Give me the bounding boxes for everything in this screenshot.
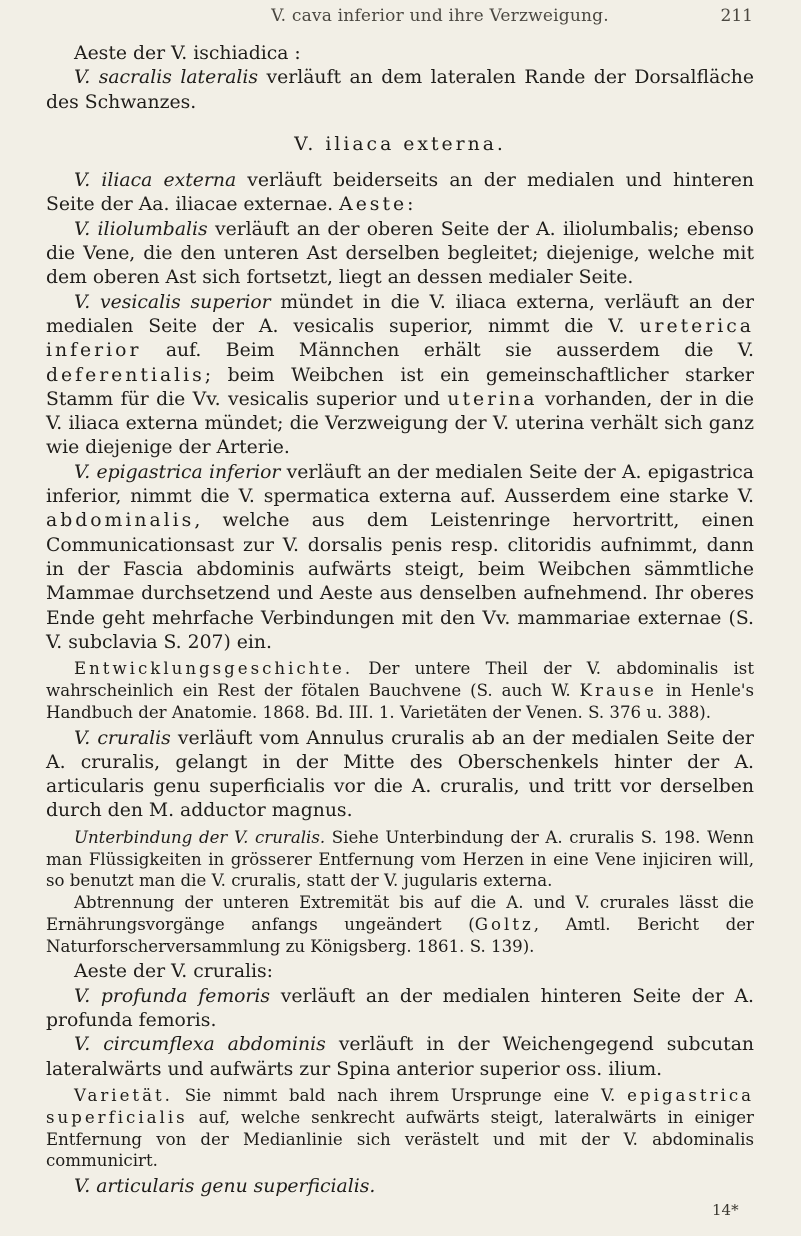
vein-name: V. profunda femoris (74, 985, 271, 1007)
paragraph-text: in Henle's Handbuch der Anatomie. 1868. Bd. III. 1. Varietäten der Venen. S. 376 u. 388). (46, 680, 754, 722)
body-text (46, 42, 754, 1199)
paragraph-text: Sie nimmt bald nach ihrem Ursprunge eine V. (172, 1085, 628, 1105)
section-heading: V. iliaca externa. (294, 133, 506, 155)
paragraph-profunda-femoris (46, 985, 754, 1034)
spaced-text: Krause (579, 680, 657, 700)
subheading-text: Aeste der V. cruralis: (74, 961, 273, 983)
paragraph-text: Siehe Unterbindung der A. cruralis S. 198. Wenn man Flüssigkeiten in grösserer Entfernung vom Herzen in eine Vene injiciren will, so benutzt man die V. cruralis, statt der V. jugularis externa. (46, 827, 754, 891)
vein-name: V. sacralis lateralis (74, 67, 259, 89)
paragraph-text: Der untere Theil der V. abdominalis ist wahrscheinlich ein Rest der fötalen Bauchvene (S. auch W. (46, 659, 754, 700)
paragraph-varietaet (46, 1085, 754, 1172)
spaced-text: Goltz (474, 914, 534, 934)
paragraph-text: , welche aus dem Leistenringe hervortritt, einen Communicationsast zur V. dorsalis penis resp. clitoridis aufnimmt, dann in der Fascia abdominis aufwärts steigt, beim Weibchen sämmtliche Mammae durchsetzend und Aeste aus denselben aufnehmend. Ihr oberes Ende geht mehrfache Verbindungen mit den Vv. mammariae externae (S. V. subclavia S. 207) ein. (46, 510, 754, 653)
paragraph-vesicalis-superior (46, 291, 754, 461)
paragraph-text: verläuft an der oberen Seite der A. iliolumbalis; ebenso die Vene, die den unteren Ast derselben begleitet; diejenige, welche mit dem oberen Ast sich fortsetzt, liegt an dessen medialer Seite. (46, 218, 754, 289)
paragraph-text: verläuft beiderseits an der medialen und hinteren Seite der Aa. iliacae externae. (46, 170, 754, 216)
paragraph-text: vorhanden, der in die V. iliaca externa mündet; die Verzweigung der V. uterina verhält sich ganz wie diejenige der Arterie. (46, 388, 754, 459)
running-title: V. cava inferior und ihre Verzweigung. (271, 6, 609, 26)
paragraph-sacralis-lateralis (46, 66, 754, 115)
subheading-text: Aeste der V. ischiadica : (74, 43, 301, 64)
paragraph-circumflexa-abdominis (46, 1033, 754, 1082)
section-heading-iliaca-externa (46, 133, 754, 157)
paragraph-iliaca-externa (46, 169, 754, 218)
paragraph-aeste-cruralis (46, 960, 754, 984)
paragraph-unterbindung (46, 827, 754, 892)
vein-name: Unterbindung der V. cruralis. (74, 827, 326, 847)
paragraph-entwicklungsgeschichte (46, 658, 754, 723)
paragraph-cruralis (46, 727, 754, 824)
vein-name: V. articularis genu superficialis. (74, 1176, 376, 1198)
paragraph-text: auf, welche senkrecht aufwärts steigt, lateralwärts in einiger Entfernung von der Medianlinie sich verästelt und mit der V. abdominalis communicirt. (46, 1107, 754, 1171)
vein-name: V. epigastrica inferior (74, 461, 281, 483)
spaced-text: epigastrica superficialis (46, 1085, 754, 1127)
paragraph-text: mündet in die V. iliaca externa, verläuft an der medialen Seite der A. vesicalis superior, nimmt die V. (46, 291, 754, 337)
spaced-text: ureterica inferior (46, 315, 754, 362)
paragraph-text: verläuft an der medialen Seite der A. epigastrica inferior, nimmt die V. spermatica externa auf. Ausserdem eine starke V. (46, 461, 754, 508)
signature-mark: 14* (712, 1201, 739, 1219)
paragraph-epigastrica-inferior (46, 461, 754, 655)
paragraph-text: ; beim Weibchen ist ein gemeinschaftlicher starker Stamm für die Vv. vesicalis superior und (46, 364, 754, 410)
paragraph-text: verläuft an der medialen hinteren Seite der A. profunda femoris. (46, 985, 754, 1032)
spaced-text: abdominalis (46, 510, 195, 532)
spaced-text: Varietät. (74, 1085, 173, 1105)
paragraph-aeste-ischiadica (46, 42, 754, 66)
vein-name: V. circumflexa abdominis (74, 1034, 326, 1056)
vein-name: V. cruralis (74, 727, 171, 749)
spaced-text: Aeste: (339, 194, 417, 216)
spaced-text: Entwicklungsgeschichte. (74, 659, 354, 679)
vein-name: V. iliolumbalis (74, 218, 208, 240)
spaced-text: deferentialis (46, 364, 205, 386)
paragraph-text: auf. Beim Männchen erhält sie ausserdem die V. (141, 340, 754, 362)
paragraph-text: verläuft an dem lateralen Rande der Dorsalfläche des Schwanzes. (46, 67, 755, 113)
paragraph-articularis-genu (46, 1175, 754, 1199)
paragraph-text: verläuft in der Weichengegend subcutan lateralwärts und aufwärts zur Spina anterior superior oss. ilium. (46, 1034, 754, 1080)
paragraph-text: , Amtl. Bericht der Naturforscherversammlung zu Königsberg. 1861. S. 139). (46, 914, 754, 956)
paragraph-iliolumbalis (46, 218, 754, 291)
paragraph-abtrennung (46, 892, 754, 957)
paragraph-text: Abtrennung der unteren Extremität bis auf die A. und V. crurales lässt die Ernährungsvorgänge anfangs ungeändert ( (46, 893, 754, 934)
paragraph-text: verläuft vom Annulus cruralis ab an der medialen Seite der A. cruralis, gelangt in der Mitte des Oberschenkels hinter der A. articularis genu superficialis vor die A. cruralis, und tritt vor derselben durch den M. adductor magnus. (46, 727, 755, 822)
vein-name: V. iliaca externa (74, 170, 237, 192)
page-number: 211 (720, 6, 753, 26)
spaced-text: uterina (447, 388, 538, 410)
vein-name: V. vesicalis superior (74, 291, 271, 313)
